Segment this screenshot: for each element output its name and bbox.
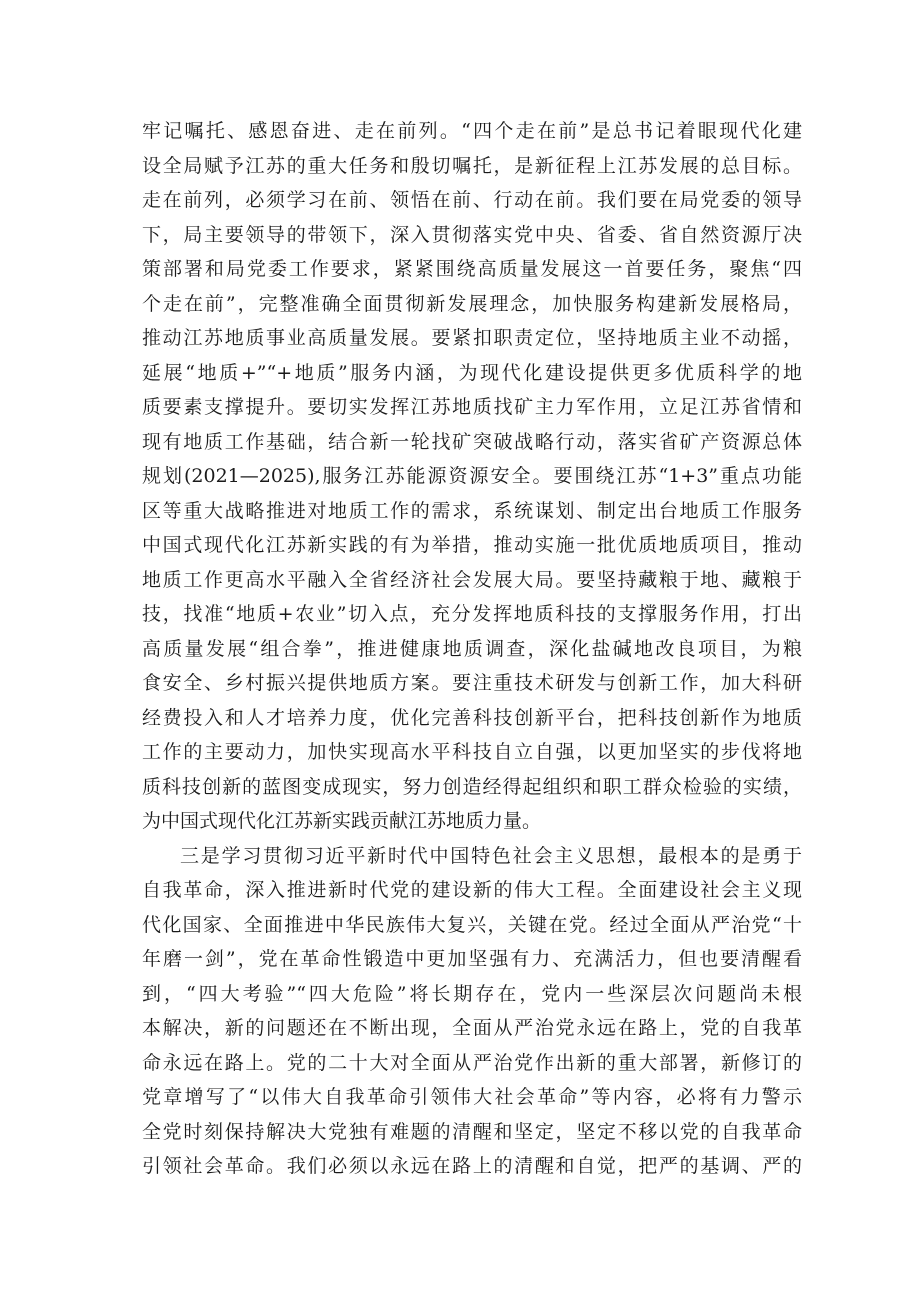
text-line: 到，“四大考验”“四大危险”将长期存在，党内一些深层次问题尚未根 [142, 982, 802, 1005]
text-line: 食安全、乡村振兴提供地质方案。要注重技术研发与创新工作，加大科研 [142, 672, 802, 694]
paragraph-start-line: 三是学习贯彻习近平新时代中国特色社会主义思想，最根本的是勇于 [180, 844, 802, 867]
text-line: 个走在前”，完整准确全面贯彻新发展理念，加快服务构建新发展格局， [142, 292, 802, 315]
text-line: 代化国家、全面推进中华民族伟大复兴，关键在党。经过全面从严治党“十 [142, 913, 802, 936]
text-line: 高质量发展“组合拳”，推进健康地质调查，深化盐碱地改良项目，为粮 [142, 637, 802, 660]
text-line: 党章增写了“以伟大自我革命引领伟大社会革命”等内容，必将有力警示 [142, 1086, 802, 1108]
text-line: 地质工作更高水平融入全省经济社会发展大局。要坚持藏粮于地、藏粮于 [142, 568, 802, 591]
text-line: 本解决，新的问题还在不断出现，全面从严治党永远在路上，党的自我革 [142, 1017, 802, 1039]
text-line: 策部署和局党委工作要求，紧紧围绕高质量发展这一首要任务，聚焦“四 [142, 258, 802, 280]
text-line: 区等重大战略推进对地质工作的需求，系统谋划、制定出台地质工作服务 [142, 499, 802, 522]
text-line: 规划(2021—2025),服务江苏能源资源安全。要围绕江苏“1+3”重点功能 [142, 465, 802, 487]
text-line: 现有地质工作基础，结合新一轮找矿突破战略行动，落实省矿产资源总体 [142, 430, 802, 453]
text-line: 质科技创新的蓝图变成现实，努力创造经得起组织和职工群众检验的实绩， [142, 775, 802, 798]
text-line: 牢记嘱托、感恩奋进、走在前列。“四个走在前”是总书记着眼现代化建 [142, 120, 802, 142]
text-line: 中国式现代化江苏新实践的有为举措，推动实施一批优质地质项目，推动 [142, 534, 802, 556]
text-line: 走在前列，必须学习在前、领悟在前、行动在前。我们要在局党委的领导 [142, 189, 802, 211]
text-line: 自我革命，深入推进新时代党的建设新的伟大工程。全面建设社会主义现 [142, 879, 802, 901]
text-line: 引领社会革命。我们必须以永远在路上的清醒和自觉，把严的基调、严的 [142, 1155, 802, 1177]
text-line: 命永远在路上。党的二十大对全面从严治党作出新的重大部署，新修订的 [142, 1051, 802, 1074]
text-line: 下，局主要领导的带领下，深入贯彻落实党中央、省委、省自然资源厅决 [142, 223, 802, 246]
text-line: 技，找准“地质+农业”切入点，充分发挥地质科技的支撑服务作用，打出 [142, 603, 802, 625]
text-line: 推动江苏地质事业高质量发展。要紧扣职责定位，坚持地质主业不动摇， [142, 327, 802, 349]
text-line: 设全局赋予江苏的重大任务和殷切嘱托，是新征程上江苏发展的总目标。 [142, 154, 802, 177]
text-line: 延展“地质+”“+地质”服务内涵，为现代化建设提供更多优质科学的地 [142, 361, 802, 384]
paragraph-end-line: 为中国式现代化江苏新实践贡献江苏地质力量。 [142, 810, 542, 832]
text-line: 工作的主要动力，加快实现高水平科技自立自强，以更加坚实的步伐将地 [142, 741, 802, 763]
text-line: 经费投入和人才培养力度，优化完善科技创新平台，把科技创新作为地质 [142, 706, 802, 729]
body-text [142, 114, 802, 1184]
text-line: 全党时刻保持解决大党独有难题的清醒和坚定，坚定不移以党的自我革命 [142, 1120, 802, 1143]
text-line: 质要素支撑提升。要切实发挥江苏地质找矿主力军作用，立足江苏省情和 [142, 396, 802, 418]
text-line: 年磨一剑”，党在革命性锻造中更加坚强有力、充满活力，但也要清醒看 [142, 948, 802, 970]
